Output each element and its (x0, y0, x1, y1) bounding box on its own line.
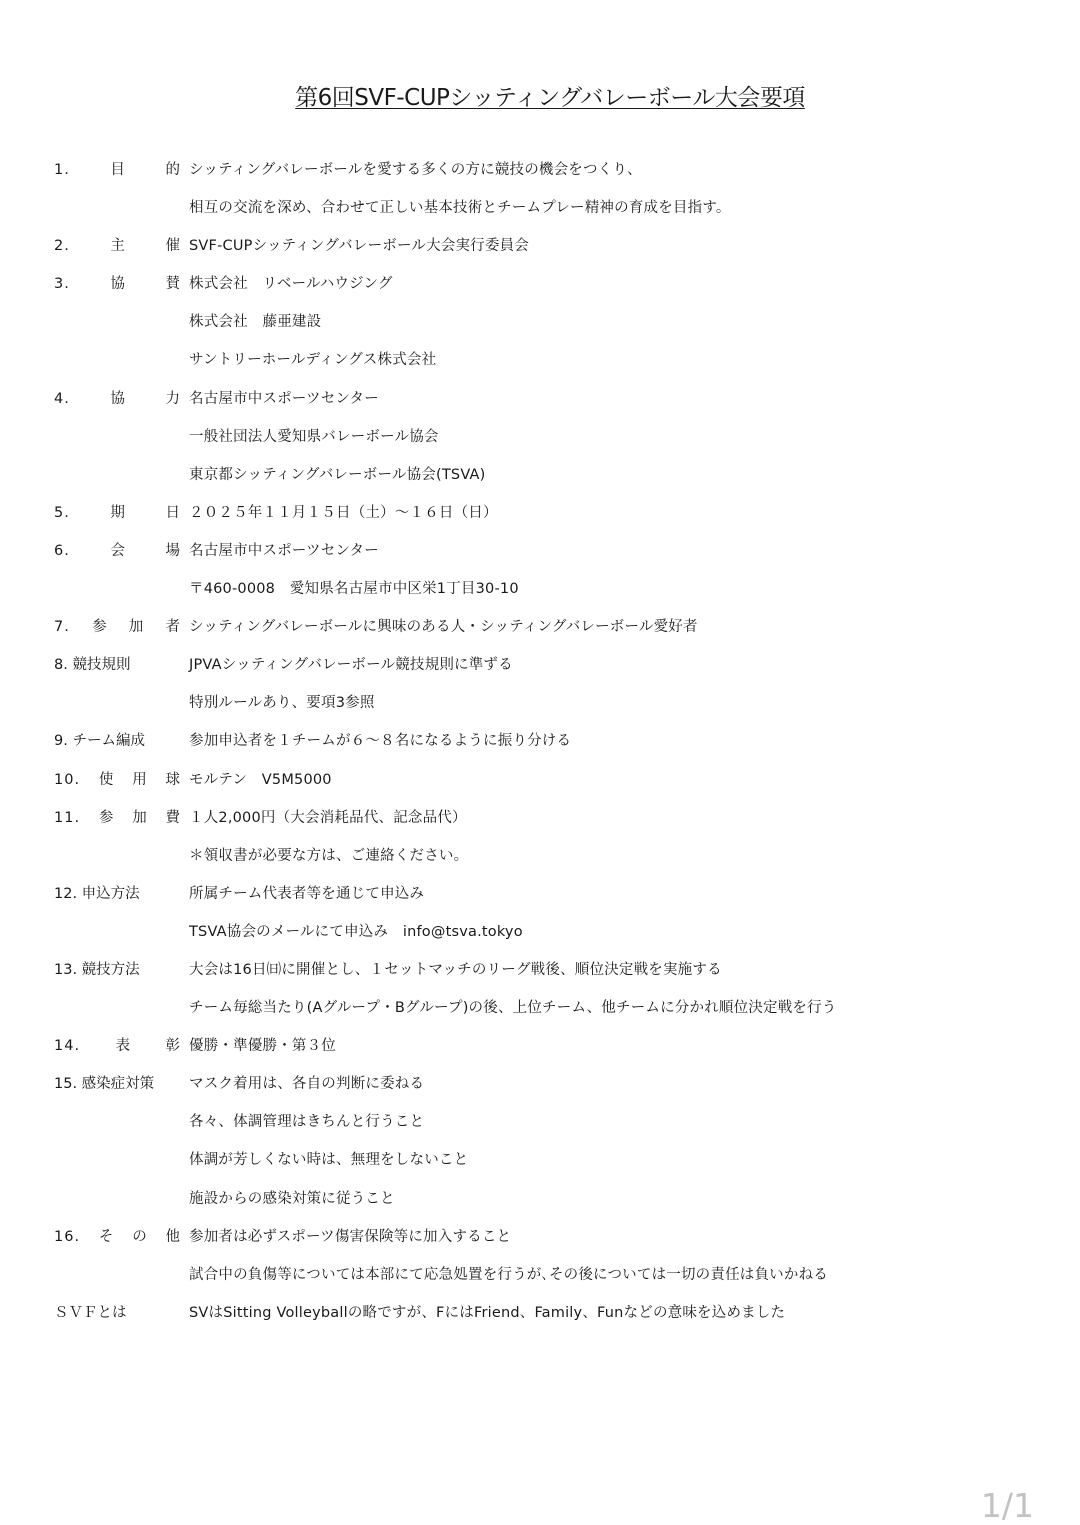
row-label (54, 1225, 180, 1249)
document-row (0, 539, 1080, 577)
row-content: 各々、体調管理はきちんと行うこと (189, 1114, 425, 1131)
document-row (0, 615, 1080, 653)
row-content: 体調が芳しくない時は、無理をしないこと (189, 1152, 469, 1169)
document-row (0, 806, 1080, 844)
row-label: 15. 感染症対策 (54, 1076, 155, 1093)
document-row (0, 768, 1080, 806)
row-content: 優勝・準優勝・第３位 (189, 1038, 336, 1055)
row-label-char: 他 (165, 1228, 180, 1245)
document-row (0, 844, 1080, 882)
row-content: 株式会社 リベールハウジング (189, 276, 393, 293)
row-content: SVF-CUPシッティングバレーボール大会実行委員会 (189, 238, 529, 255)
row-label (54, 806, 180, 830)
row-content: ２０２５年１１月１５日（土）～１６日（日） (189, 504, 498, 521)
row-label-char: 費 (165, 809, 180, 826)
row-content: 参加者は必ずスポーツ傷害保険等に加入すること (189, 1228, 512, 1245)
row-label-char: 協 (110, 390, 125, 407)
row-label-char: 賛 (165, 276, 180, 293)
row-label-number: 16. (54, 1228, 81, 1245)
row-content: 参加申込者を１チームが６～８名になるように振り分ける (189, 733, 572, 750)
row-label-number: 10. (54, 771, 81, 788)
row-label (54, 1034, 180, 1058)
row-label-char: 催 (165, 238, 180, 255)
document-row (0, 348, 1080, 386)
row-content: SVはSitting Volleyballの略ですが、FにはFriend、Family、Funなどの意味を込めました (189, 1304, 786, 1321)
document-title: 第6回SVF-CUPシッティングバレーボール大会要項 (295, 85, 805, 111)
document-row (0, 1034, 1080, 1072)
row-label-number: 4. (54, 390, 70, 407)
row-label-char: 場 (165, 542, 180, 559)
row-label-char: 使 (98, 771, 114, 788)
row-label (54, 272, 180, 296)
document-row (0, 196, 1080, 234)
row-label-char: 会 (110, 542, 125, 559)
row-content: 〒460-0008 愛知県名古屋市中区栄1丁目30-10 (189, 581, 519, 598)
document-row (0, 882, 1080, 920)
row-content: 名古屋市中スポーツセンター (189, 542, 379, 559)
document-row (0, 1072, 1080, 1110)
row-label-char: 協 (110, 276, 125, 293)
document-row (0, 158, 1080, 196)
row-content: 名古屋市中スポーツセンター (189, 390, 379, 407)
row-content: 特別ルールあり、要項3参照 (189, 695, 375, 712)
row-label-char: 期 (110, 504, 125, 521)
row-label-number: 14. (54, 1038, 81, 1055)
document-row (0, 310, 1080, 348)
row-content: シッティングバレーボールに興味のある人・シッティングバレーボール愛好者 (189, 619, 698, 636)
row-content: チーム毎総当たり(Aグループ・Bグループ)の後、上位チーム、他チームに分かれ順位決定戦を行う (189, 1000, 837, 1017)
row-content: シッティングバレーボールを愛する多くの方に競技の機会をつくり、 (189, 162, 642, 178)
row-label-char: 表 (115, 1038, 131, 1055)
row-label-char: 球 (165, 771, 180, 788)
row-label-char: 加 (128, 619, 144, 636)
row-label-char: 参 (98, 809, 114, 826)
row-label (54, 768, 180, 792)
row-label-number: 3. (54, 276, 70, 293)
row-content: 株式会社 藤亜建設 (189, 314, 322, 331)
page-indicator: 1/1 (980, 1486, 1034, 1525)
document-row (0, 1110, 1080, 1148)
row-label: 9. チーム編成 (54, 733, 145, 750)
row-label: 13. 競技方法 (54, 961, 140, 978)
row-label-number: 5. (54, 504, 70, 521)
row-label-number: 2. (54, 238, 70, 255)
row-label (54, 234, 180, 258)
row-label-number: 11. (54, 809, 81, 826)
row-content: 一般社団法人愛知県バレーボール協会 (189, 428, 439, 445)
row-label-char: そ (98, 1228, 114, 1245)
row-content: モルテン V5M5000 (189, 771, 332, 788)
document-row (0, 920, 1080, 958)
row-content: 相互の交流を深め、合わせて正しい基本技術とチームプレー精神の育成を目指す。 (189, 200, 731, 217)
document-row (0, 996, 1080, 1034)
row-label: 8. 競技規則 (54, 657, 131, 674)
row-label-char: 主 (110, 238, 125, 255)
row-label (54, 501, 180, 525)
row-content: １人2,000円（大会消耗品代、記念品代） (189, 809, 467, 826)
row-label-char: 彰 (165, 1038, 180, 1055)
row-label (54, 539, 180, 563)
row-content: TSVA協会のメールにて申込み info@tsva.tokyo (189, 923, 523, 940)
row-content: 所属チーム代表者等を通じて申込み (189, 885, 425, 902)
row-label-char: 日 (165, 504, 180, 521)
document-row (0, 501, 1080, 539)
row-label-char: 用 (132, 771, 147, 788)
document-row (0, 234, 1080, 272)
row-label-char: 参 (92, 619, 107, 636)
row-content: 試合中の負傷等については本部にて応急処置を行うが､その後については一切の責任は負いかねる (189, 1266, 828, 1283)
row-label-number: 1. (54, 162, 70, 178)
row-label-char: 的 (165, 162, 180, 178)
row-content: マスク着用は、各自の判断に委ねる (189, 1076, 425, 1093)
row-label (54, 615, 180, 639)
document-row (0, 653, 1080, 691)
document-row (0, 272, 1080, 310)
row-content: サントリーホールディングス株式会社 (189, 352, 437, 369)
document-row (0, 387, 1080, 425)
row-label: 12. 申込方法 (54, 885, 140, 902)
document-row (0, 1187, 1080, 1225)
row-content: 東京都シッティングバレーボール協会(TSVA) (189, 466, 486, 483)
row-content: JPVAシッティングバレーボール競技規則に準ずる (189, 657, 513, 674)
document-rows (0, 158, 1080, 1339)
row-label-char: の (132, 1228, 147, 1245)
row-label (54, 387, 180, 411)
row-label-char: 目 (110, 162, 125, 178)
row-label-number: 6. (54, 542, 70, 559)
row-label: ＳＶＦとは (54, 1304, 127, 1321)
row-content: 大会は16日㈰に開催とし、１セットマッチのリーグ戦後、順位決定戦を実施する (189, 961, 722, 978)
document-row (0, 1301, 1080, 1339)
document-row (0, 425, 1080, 463)
document-row (0, 691, 1080, 729)
row-label-char: 加 (132, 809, 147, 826)
row-label-char: 者 (165, 619, 180, 636)
document-row (0, 463, 1080, 501)
document-row (0, 729, 1080, 767)
document-row (0, 1225, 1080, 1263)
document-row (0, 958, 1080, 996)
row-label (54, 158, 180, 182)
document-row (0, 1263, 1080, 1301)
row-content: 施設からの感染対策に従うこと (189, 1190, 395, 1207)
document-row (0, 577, 1080, 615)
document-row (0, 1148, 1080, 1186)
row-label-char: 力 (165, 390, 180, 407)
row-label-number: 7. (54, 619, 70, 636)
row-content: ＊領収書が必要な方は、ご連絡ください。 (189, 847, 469, 864)
